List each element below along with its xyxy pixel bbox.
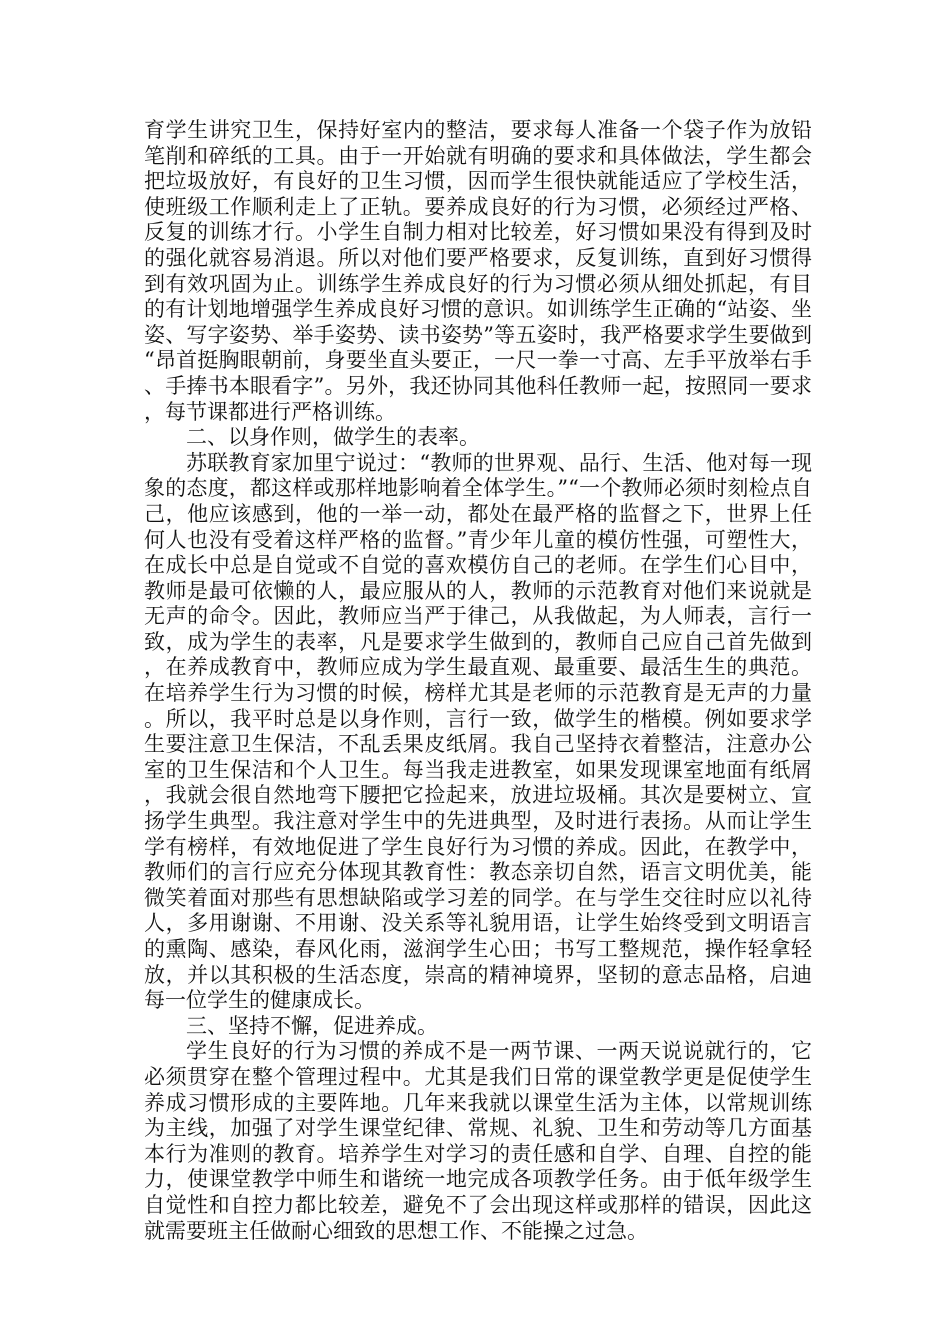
paragraph: 育学生讲究卫生，保持好室内的整洁，要求每人准备一个袋子作为放铅笔削和碎纸的工具。由于一开始就有明确的要求和具体做法，学生都会把垃圾放好，有良好的卫生习惯，因而学生很快就能适应了学校生活，使班级工作顺利走上了正轨。要养成良好的行为习惯，必须经过严格、反复的训练才行。小学生自制力相对比较差，好习惯如果没有得到及时的强化就容易消退。所以对他们要严格要求，反复训练，直到好习惯得到有效巩固为止。训练学生养成良好的行为习惯必须从细处抓起，有目的有计划地增强学生养成良好习惯的意识。如训练学生正确的“站姿、坐姿、写字姿势、举手姿势、读书姿势”等五姿时，我严格要求学生要做到“昂首挺胸眼朝前，身要坐直头要正，一尺一拳一寸高、左手平放举右手、手捧书本眼看字”。另外，我还协同其他科任教师一起，按照同一要求，每节课都进行严格训练。 [144,118,812,424]
document-body [144,118,812,1244]
paragraph: 学生良好的行为习惯的养成不是一两节课、一两天说说就行的，它必须贯穿在整个管理过程中。尤其是我们日常的课堂教学更是促使学生养成习惯形成的主要阵地。几年来我就以课堂生活为主体，以常规训练为主线，加强了对学生课堂纪律、常规、礼貌、卫生和劳动等几方面基本行为准则的教育。培养学生对学习的责任感和自学、自理、自控的能力，使课堂教学中师生和谐统一地完成各项教学任务。由于低年级学生自觉性和自控力都比较差，避免不了会出现这样或那样的错误，因此这就需要班主任做耐心细致的思想工作、不能操之过急。 [144,1039,812,1243]
section-heading: 二、以身作则，做学生的表率。 [186,425,480,450]
section-heading: 三、坚持不懈，促进养成。 [186,1013,438,1038]
paragraph: 苏联教育家加里宁说过：“教师的世界观、品行、生活、他对每一现象的态度，都这样或那样地影响着全体学生。”“一个教师必须时刻检点自己，他应该感到，他的一举一动，都处在最严格的监督之下，世界上任何人也没有受着这样严格的监督。”青少年儿童的模仿性强，可塑性大，在成长中总是自觉或不自觉的喜欢模仿自己的老师。在学生们心目中，教师是最可依懒的人，最应服从的人，教师的示范教育对他们来说就是无声的命令。因此，教师应当严于律己，从我做起，为人师表，言行一致，成为学生的表率，凡是要求学生做到的，教师自己应自己首先做到，在养成教育中，教师应成为学生最直观、最重要、最活生生的典范。在培养学生行为习惯的时候，榜样尤其是老师的示范教育是无声的力量。所以，我平时总是以身作则，言行一致，做学生的楷模。例如要求学生要注意卫生保洁，不乱丢果皮纸屑。我自己坚持衣着整洁，注意办公室的卫生保洁和个人卫生。每当我走进教室，如果发现课室地面有纸屑，我就会很自然地弯下腰把它捡起来，放进垃圾桶。其次是要树立、宣扬学生典型。我注意对学生中的先进典型，及时进行表扬。从而让学生学有榜样，有效地促进了学生良好行为习惯的养成。因此，在教学中，教师们的言行应充分体现其教育性：教态亲切自然，语言文明优美，能微笑着面对那些有思想缺陷或学习差的同学。在与学生交往时应以礼待人，多用谢谢、不用谢、没关系等礼貌用语，让学生始终受到文明语言的熏陶、感染，春风化雨，滋润学生心田；书写工整规范，操作轻拿轻放，并以其积极的生活态度，崇高的精神境界，坚韧的意志品格，启迪每一位学生的健康成长。 [144,450,812,1013]
